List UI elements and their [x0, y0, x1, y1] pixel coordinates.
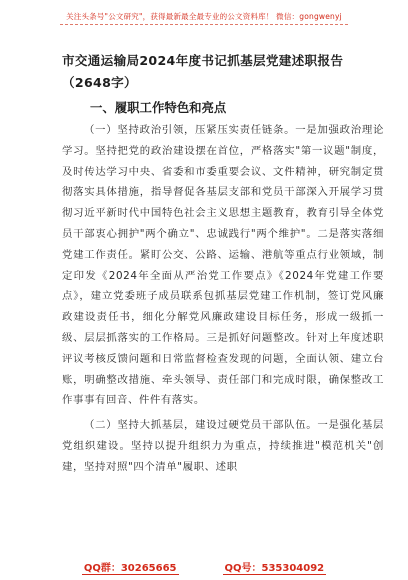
- footer-contact-bar: [0, 557, 408, 577]
- paragraph-2: （二）坚持大抓基层，建设过硬党员干部队伍。一是强化基层党组织建设。坚持以提升组织力为重点，持续推进"模范机关"创建，坚持对照"四个清单"履职、述职: [62, 419, 384, 473]
- top-banner: [0, 4, 408, 32]
- document-title: 市交通运输局2024年度书记抓基层党建述职报告（2648字）: [62, 53, 344, 90]
- section-heading: 一、履职工作特色和亮点: [90, 100, 227, 115]
- banner-text: 关注头条号"公文研究"，获得最新最全最专业的公文资料库！ 微信：gongwenyj: [60, 10, 348, 25]
- footer-qq-group: QQ群：30265665: [82, 559, 179, 575]
- paragraph-1: （一）坚持政治引领，压紧压实责任链条。一是加强政治理论学习。坚持把党的政治建设摆在首位，严格落实"第一议题"制度，及时传达学习中央、省委和市委重要会议、文件精神，研究制定贯彻落实具体措施，指导督促各基层支部和党员干部深入开展学习贯彻习近平新时代中国特色社会主义思想主题教育，教育引导全体党员干部衷心拥护"两个确立"、忠诚践行"两个维护"。二是落实落细党建工作责任。紧盯公交、公路、运输、港航等重点行业领域，制定印发《2024年全面从严治党工作要点》《2024年党建工作要点》，建立党委班子成员联系包抓基层党建工作机制，签订党风廉政建设责任书，细化分解党风廉政建设目标任务，形成一级抓一级、层层抓落实的工作格局。三是抓好问题整改。针对上年度述职评议考核反馈问题和日常监督检查发现的问题，全面认领、建立台账，明确整改措施、牵头领导、责任部门和完成时限，确保整改工作事事有回音、件件有落实。: [62, 124, 384, 407]
- document-page: [62, 50, 384, 478]
- footer-qq-number: QQ号：535304092: [223, 559, 327, 575]
